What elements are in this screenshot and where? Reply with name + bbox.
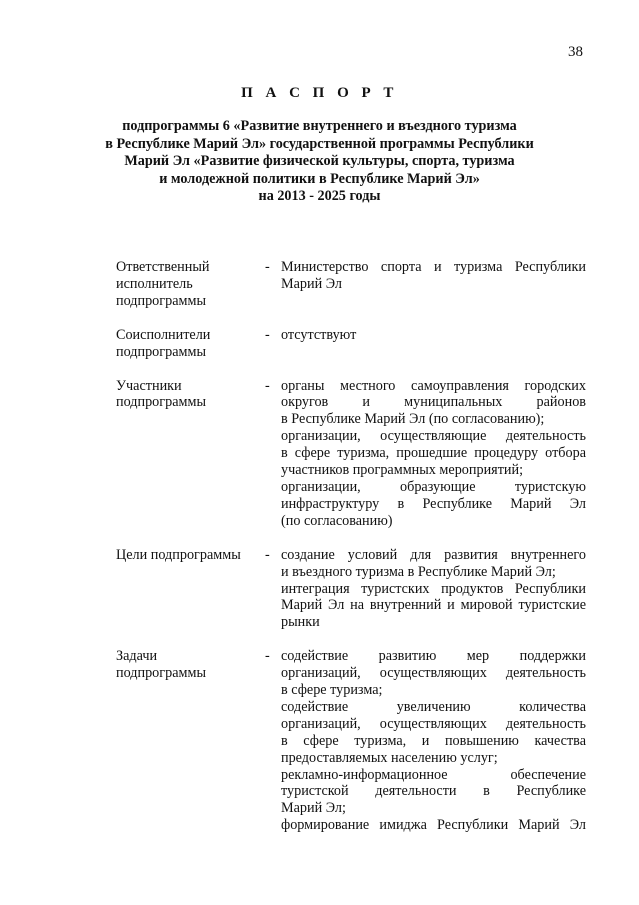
document-title: П А С П О Р Т <box>241 85 398 101</box>
row-value-line: предоставляемых населению услуг; <box>281 749 498 766</box>
row-value-line: рекламно-информационное обеспечение <box>281 766 586 783</box>
passport-table <box>116 259 586 834</box>
row-label-line: Цели подпрограммы <box>116 546 241 563</box>
row-value-line: организаций, осуществляющих деятельность <box>281 665 586 682</box>
row-value <box>281 327 586 344</box>
row-value-line: органы местного самоуправления городских <box>281 377 586 394</box>
row-value-line: в Республике Марий Эл (по согласованию); <box>281 411 545 428</box>
row-dash: - <box>265 546 270 563</box>
row-value-line: содействие увеличению количества <box>281 698 586 715</box>
subtitle-line: и молодежной политики в Республике Марий Эл» <box>159 170 480 187</box>
row-value-line: формирование имиджа Республики Марий Эл <box>281 817 586 834</box>
row-value-line: (по согласованию) <box>281 512 393 529</box>
row-label-line: подпрограммы <box>116 343 206 360</box>
row-label <box>116 648 265 682</box>
row-value-line: в сфере туризма, прошедшие процедуру отбора <box>281 445 586 462</box>
subtitle-line: на 2013 - 2025 годы <box>258 188 381 205</box>
row-label-line: Соисполнители <box>116 326 211 343</box>
row-label-line: подпрограммы <box>116 292 206 309</box>
row-value-line: создание условий для развития внутреннего <box>281 546 586 563</box>
passport-row-tasks <box>116 648 586 834</box>
passport-row-participants <box>116 378 586 530</box>
row-value-line: округов и муниципальных районов <box>281 394 586 411</box>
row-value-line: Марий Эл на внутренний и мировой туристские <box>281 597 586 614</box>
row-label <box>116 547 265 564</box>
passport-row-coexecutors <box>116 327 586 361</box>
row-value-line: Министерство спорта и туризма Республики <box>281 259 586 275</box>
row-label-line: исполнитель <box>116 275 193 292</box>
row-value-line: рынки <box>281 614 320 631</box>
subtitle-line: Марий Эл «Развитие физической культуры, спорта, туризма <box>124 153 515 170</box>
row-value <box>281 378 586 530</box>
row-value-line: интеграция туристских продуктов Республики <box>281 580 586 597</box>
passport-row-responsible <box>116 259 586 310</box>
passport-row-goals <box>116 547 586 632</box>
row-value-line: инфраструктуру в Республике Марий Эл <box>281 495 586 512</box>
row-dash: - <box>265 326 270 343</box>
row-dash: - <box>265 648 270 665</box>
row-value-line: Марий Эл; <box>281 800 346 817</box>
row-value-line: в сфере туризма, и повышению качества <box>281 732 586 749</box>
row-value <box>281 547 586 632</box>
subtitle-line: подпрограммы 6 «Развитие внутреннего и въездного туризма <box>122 118 517 134</box>
row-label <box>116 259 265 310</box>
row-value <box>281 259 586 293</box>
row-dash: - <box>265 259 270 275</box>
row-label-line: подпрограммы <box>116 394 206 411</box>
row-value-line: отсутствуют <box>281 326 357 343</box>
page-number: 38 <box>568 44 583 60</box>
row-value-line: содействие развитию мер поддержки <box>281 648 586 665</box>
row-value-line: Марий Эл <box>281 275 342 292</box>
row-label <box>116 327 265 361</box>
row-value-line: организации, осуществляющие деятельность <box>281 428 586 445</box>
row-label-line: Участники <box>116 377 182 394</box>
subtitle-line: в Республике Марий Эл» государственной программы Республики <box>105 135 534 152</box>
row-value-line: организации, образующие туристскую <box>281 478 586 495</box>
row-label <box>116 378 265 412</box>
row-value-line: и въездного туризма в Республике Марий Эл; <box>281 563 556 580</box>
row-value-line: организаций, осуществляющих деятельность <box>281 715 586 732</box>
row-label-line: подпрограммы <box>116 665 206 682</box>
row-value-line: в сфере туризма; <box>281 682 383 699</box>
row-value-line: туристской деятельности в Республике <box>281 783 586 800</box>
row-label-line: Ответственный <box>116 259 210 275</box>
row-dash: - <box>265 377 270 394</box>
document-subtitle <box>70 118 569 206</box>
row-label-line: Задачи <box>116 648 158 665</box>
row-value-line: участников программных мероприятий; <box>281 462 524 479</box>
row-value <box>281 648 586 834</box>
